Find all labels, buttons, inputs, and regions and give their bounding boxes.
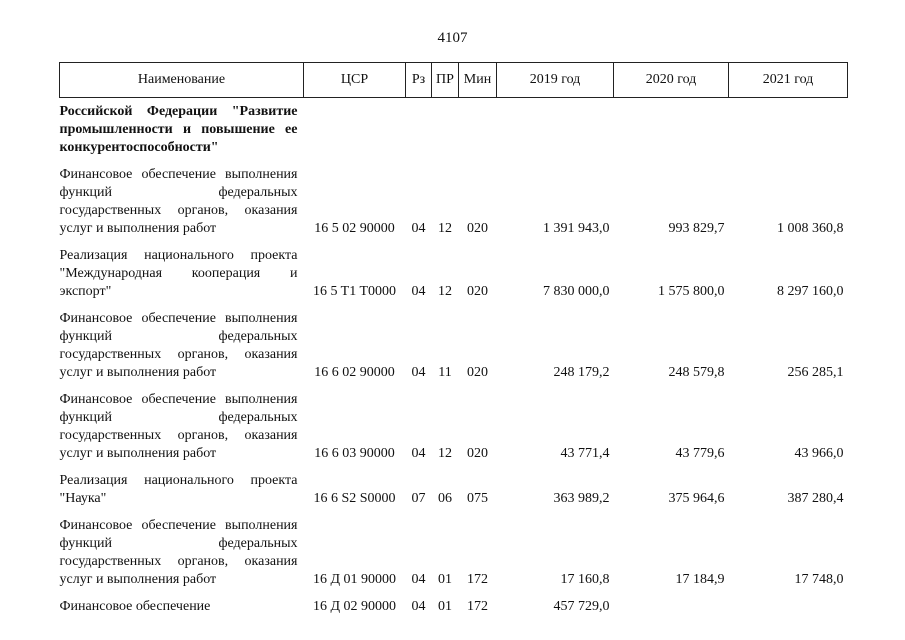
row-min: 172 [467, 599, 488, 614]
row-csr: 16 6 S2 S0000 [313, 491, 396, 506]
header-rz: Рз [406, 63, 432, 98]
row-rz: 07 [411, 491, 426, 506]
header-2019: 2019 год [497, 63, 614, 98]
row-rz [406, 103, 432, 157]
table-header-row [60, 63, 848, 98]
row-y2019: 7 830 000,0 [543, 284, 610, 299]
row-csr: 16 6 02 90000 [314, 365, 395, 380]
row-y2019: 457 729,0 [553, 599, 610, 614]
row-pr: 01 [438, 599, 452, 614]
row-min [459, 103, 497, 157]
row-y2019: 363 989,2 [553, 491, 610, 506]
row-y2020: 17 184,9 [675, 572, 725, 587]
row-y2021: 387 280,4 [787, 491, 844, 506]
header-2020: 2020 год [614, 63, 729, 98]
row-y2020 [614, 598, 729, 616]
row-rz: 04 [411, 284, 426, 299]
table-row [60, 598, 848, 616]
row-pr: 06 [438, 491, 452, 506]
row-csr: 16 Д 01 90000 [312, 572, 397, 587]
row-y2021: 17 748,0 [794, 572, 844, 587]
row-pr [432, 103, 459, 157]
row-y2019 [497, 103, 614, 157]
row-name: Финансовое обеспечение выполнения функций федеральных государственных органов, оказания услуг и выполнения работ [59, 392, 298, 461]
row-gap [60, 508, 848, 517]
row-rz: 04 [411, 599, 426, 614]
row-y2020: 248 579,8 [668, 365, 725, 380]
header-pr: ПР [432, 63, 459, 98]
row-y2019: 43 771,4 [560, 446, 610, 461]
row-csr: 16 6 03 90000 [314, 446, 395, 461]
row-pr: 12 [438, 284, 452, 299]
row-name: Финансовое обеспечение выполнения функций федеральных государственных органов, оказания услуг и выполнения работ [59, 167, 298, 236]
row-csr: 16 Д 02 90000 [312, 599, 397, 614]
row-pr: 01 [438, 572, 452, 587]
row-min: 020 [467, 446, 488, 461]
row-y2019: 1 391 943,0 [543, 221, 610, 236]
row-y2019: 17 160,8 [560, 572, 610, 587]
table-row [60, 391, 848, 463]
row-min: 020 [467, 221, 488, 236]
row-name: Финансовое обеспечение выполнения функций федеральных государственных органов, оказания услуг и выполнения работ [59, 518, 298, 587]
row-name: Реализация национального проекта "Международная кооперация и экспорт" [59, 248, 298, 299]
row-pr: 11 [438, 365, 452, 380]
row-rz: 04 [411, 572, 426, 587]
row-y2020: 993 829,7 [668, 221, 725, 236]
row-y2019: 248 179,2 [553, 365, 610, 380]
row-min: 020 [467, 284, 488, 299]
row-gap [60, 589, 848, 598]
page-number: 4107 [437, 30, 468, 46]
budget-table [59, 62, 848, 616]
row-csr: 16 5 02 90000 [314, 221, 395, 236]
row-gap [60, 382, 848, 391]
row-y2021: 8 297 160,0 [777, 284, 844, 299]
row-y2021 [729, 103, 848, 157]
table-body [60, 98, 848, 617]
row-y2021: 1 008 360,8 [777, 221, 844, 236]
row-gap [60, 301, 848, 310]
row-y2020 [614, 103, 729, 157]
row-min: 172 [467, 572, 488, 587]
row-pr: 12 [438, 446, 452, 461]
header-name: Наименование [60, 63, 304, 98]
row-name: Реализация национального проекта "Наука" [59, 473, 298, 506]
row-name: Российской Федерации "Развитие промышленности и повышение ее конкурентоспособности" [59, 104, 298, 155]
row-name: Финансовое обеспечение выполнения функций федеральных государственных органов, оказания услуг и выполнения работ [59, 311, 298, 380]
row-gap [60, 463, 848, 472]
header-2021: 2021 год [729, 63, 848, 98]
row-gap [60, 238, 848, 247]
row-y2020: 43 779,6 [675, 446, 725, 461]
row-y2021: 43 966,0 [794, 446, 844, 461]
row-y2021: 256 285,1 [787, 365, 844, 380]
table-row [60, 310, 848, 382]
header-csr: ЦСР [304, 63, 406, 98]
row-min: 075 [467, 491, 488, 506]
row-rz: 04 [411, 365, 426, 380]
table-row [60, 472, 848, 508]
table-row [60, 247, 848, 301]
table-row [60, 103, 848, 157]
row-csr [304, 103, 406, 157]
row-gap [60, 157, 848, 166]
row-y2020: 1 575 800,0 [658, 284, 725, 299]
row-min: 020 [467, 365, 488, 380]
row-rz: 04 [411, 221, 426, 236]
table-row [60, 517, 848, 589]
row-y2020: 375 964,6 [668, 491, 725, 506]
header-min: Мин [459, 63, 497, 98]
table-row [60, 166, 848, 238]
row-y2021 [729, 598, 848, 616]
row-csr: 16 5 T1 T0000 [312, 284, 397, 299]
row-pr: 12 [438, 221, 452, 236]
row-rz: 04 [411, 446, 426, 461]
row-name: Финансовое обеспечение [59, 599, 211, 614]
